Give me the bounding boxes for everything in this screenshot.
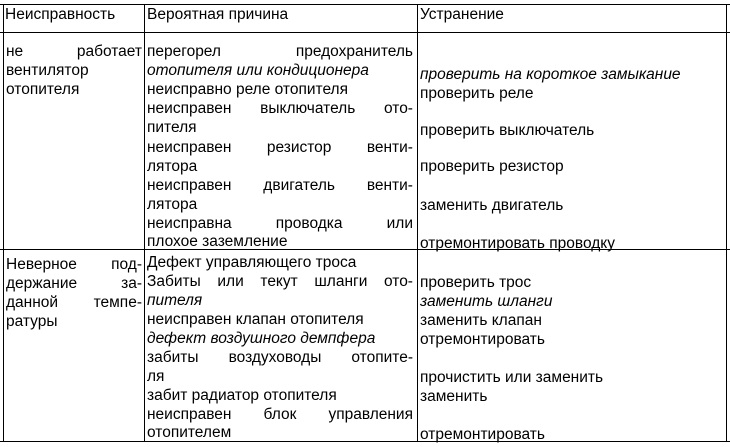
row2-remedy: заменить <box>420 388 488 405</box>
row2-cause-line: пителя <box>147 292 203 309</box>
table-border-right <box>726 4 727 441</box>
word: ото- <box>383 273 413 290</box>
column-divider-1 <box>144 4 145 441</box>
row1-cause-line: лятора <box>147 196 198 213</box>
row1-fault-line: отопителя <box>6 81 80 98</box>
row1-cause-line: пителя <box>147 119 197 136</box>
word: предохранитель <box>295 43 413 60</box>
word: держание <box>6 275 78 292</box>
row1-remedy: проверить реле <box>420 85 534 102</box>
row1-cause-line <box>147 99 413 118</box>
word: или <box>217 273 244 290</box>
row1-cause-line <box>147 138 413 157</box>
word: неисправна <box>147 215 232 232</box>
header-divider <box>0 32 730 33</box>
word: данной <box>6 294 59 311</box>
row2-remedy: отремонтировать <box>420 426 545 443</box>
row1-fault-line <box>6 42 142 61</box>
row1-remedy: проверить на короткое замыкание <box>420 66 681 83</box>
row2-cause-line: дефект воздушного демпфера <box>147 330 376 347</box>
row1-remedy: отремонтировать проводку <box>420 235 615 252</box>
row1-cause-line: лятора <box>147 158 198 175</box>
word: за- <box>121 275 142 292</box>
row1-remedy: проверить выключатель <box>420 122 595 139</box>
row2-fault-line <box>6 274 142 293</box>
row1-remedy: проверить резистор <box>420 158 564 175</box>
word: текут <box>260 273 298 290</box>
row2-fault-line <box>6 293 142 312</box>
column-divider-2 <box>417 4 418 441</box>
word: Неверное <box>6 256 77 273</box>
word: воздуховоды <box>228 349 322 366</box>
word: неисправен <box>147 177 232 194</box>
word: отопите- <box>351 349 413 366</box>
row2-remedy: заменить шланги <box>420 293 553 310</box>
word: забиты <box>147 349 199 366</box>
word: темпе- <box>93 294 142 311</box>
row1-cause-line <box>147 42 413 61</box>
row2-remedy: прочистить или заменить <box>420 369 604 386</box>
word: неисправен <box>147 100 232 117</box>
table-border-left <box>3 4 4 441</box>
word: венти- <box>366 177 413 194</box>
word: выключатель <box>260 100 356 117</box>
table-border-bottom <box>0 441 730 442</box>
row2-cause-line: отопителем <box>147 424 232 441</box>
word: проводка <box>275 215 343 232</box>
word: блок <box>263 406 297 423</box>
row2-cause-line: ля <box>147 368 165 385</box>
row1-cause-line: плохое заземление <box>147 233 288 250</box>
row1-cause-line <box>147 214 413 233</box>
row1-fault-line: вентилятор <box>6 62 89 79</box>
word: венти- <box>366 139 413 156</box>
word: работает <box>76 43 142 60</box>
row2-fault-line: ратуры <box>6 313 58 330</box>
word: управления <box>328 406 413 423</box>
word: или <box>386 215 413 232</box>
word: резистор <box>266 139 332 156</box>
row2-cause-line <box>147 348 413 367</box>
word: двигатель <box>263 177 335 194</box>
header-cause: Вероятная причина <box>147 6 289 23</box>
word: под- <box>111 256 142 273</box>
row2-remedy: заменить клапан <box>420 312 542 329</box>
row2-remedy: проверить трос <box>420 274 532 291</box>
row2-cause-line: неисправен клапан отопителя <box>147 311 364 328</box>
row2-cause-line: Дефект управляющего троса <box>147 254 357 271</box>
header-remedy: Устранение <box>420 6 504 23</box>
row1-cause-line: отопителя или кондиционера <box>147 62 369 79</box>
row1-cause-line: неисправно реле отопителя <box>147 81 348 98</box>
row-divider <box>0 249 730 250</box>
row1-cause-line <box>147 176 413 195</box>
row2-remedy: отремонтировать <box>420 331 545 348</box>
word: неисправен <box>147 139 232 156</box>
row2-cause-line: забит радиатор отопителя <box>147 387 337 404</box>
row1-remedy: заменить двигатель <box>420 197 564 214</box>
word: неисправен <box>147 406 232 423</box>
word: Забиты <box>147 273 201 290</box>
row2-fault-line <box>6 255 142 274</box>
word: шланги <box>314 273 368 290</box>
word: перегорел <box>147 43 221 60</box>
word: не <box>6 43 24 60</box>
header-fault: Неисправность <box>5 6 116 23</box>
word: ото- <box>383 100 413 117</box>
row2-cause-line <box>147 405 413 424</box>
row2-cause-line <box>147 272 413 291</box>
